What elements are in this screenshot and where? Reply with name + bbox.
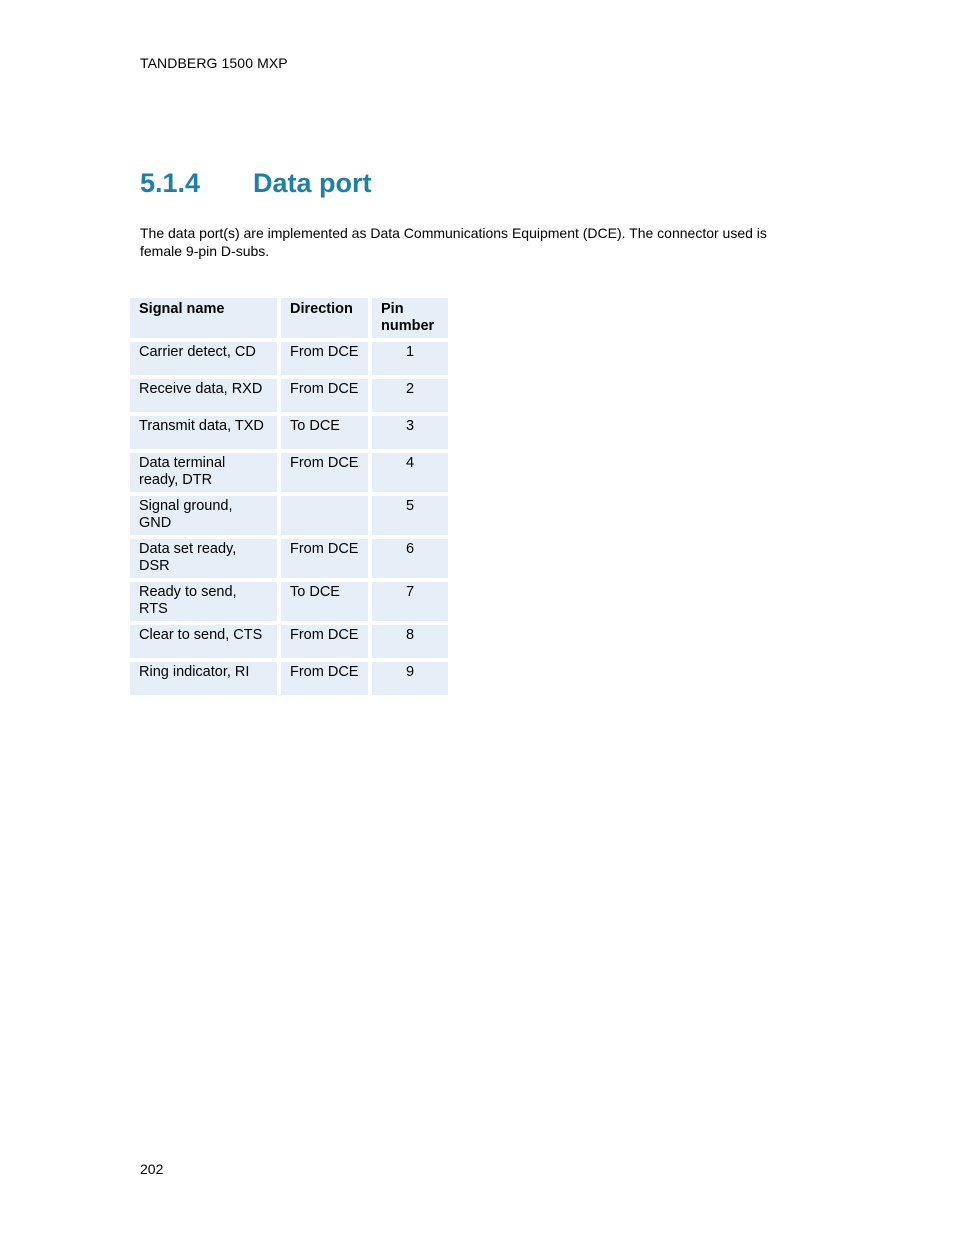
pin-cell: 7	[372, 582, 448, 621]
signal-cell: Transmit data, TXD	[130, 416, 277, 449]
direction-cell: From DCE	[281, 662, 368, 695]
page-number: 202	[140, 1161, 164, 1177]
direction-cell: To DCE	[281, 416, 368, 449]
header-signal-name: Signal name	[130, 298, 277, 338]
body-paragraph: The data port(s) are implemented as Data Communications Equipment (DCE). The connector used is female 9-pin D-subs.	[140, 225, 767, 259]
direction-cell: From DCE	[281, 342, 368, 375]
header-direction: Direction	[281, 298, 368, 338]
pin-cell: 1	[372, 342, 448, 375]
signal-cell: Carrier detect, CD	[130, 342, 277, 375]
table-row	[130, 625, 448, 658]
table-row	[130, 582, 448, 621]
table-row	[130, 496, 448, 535]
signal-cell: Data set ready, DSR	[130, 539, 277, 578]
pin-cell: 9	[372, 662, 448, 695]
running-header: TANDBERG 1500 MXP	[140, 55, 288, 71]
direction-cell: From DCE	[281, 625, 368, 658]
signal-cell: Ring indicator, RI	[130, 662, 277, 695]
table-header-row	[130, 298, 448, 338]
header-pin-number: Pin number	[372, 298, 448, 338]
direction-cell: To DCE	[281, 582, 368, 621]
table-row	[130, 416, 448, 449]
pin-cell: 5	[372, 496, 448, 535]
direction-cell	[281, 496, 368, 535]
section-heading	[140, 168, 372, 199]
table-row	[130, 662, 448, 695]
section-number: 5.1.4	[140, 168, 201, 198]
table-row	[130, 453, 448, 492]
table-row	[130, 379, 448, 412]
pin-cell: 4	[372, 453, 448, 492]
signal-cell: Signal ground, GND	[130, 496, 277, 535]
direction-cell: From DCE	[281, 539, 368, 578]
signal-cell: Clear to send, CTS	[130, 625, 277, 658]
section-title: Data port	[253, 168, 372, 198]
direction-cell: From DCE	[281, 453, 368, 492]
signal-cell: Ready to send, RTS	[130, 582, 277, 621]
pin-cell: 3	[372, 416, 448, 449]
table-row	[130, 342, 448, 375]
signal-cell: Data terminal ready, DTR	[130, 453, 277, 492]
pin-table	[126, 294, 452, 699]
pin-cell: 2	[372, 379, 448, 412]
direction-cell: From DCE	[281, 379, 368, 412]
table-row	[130, 539, 448, 578]
signal-cell: Receive data, RXD	[130, 379, 277, 412]
pin-cell: 8	[372, 625, 448, 658]
pin-cell: 6	[372, 539, 448, 578]
